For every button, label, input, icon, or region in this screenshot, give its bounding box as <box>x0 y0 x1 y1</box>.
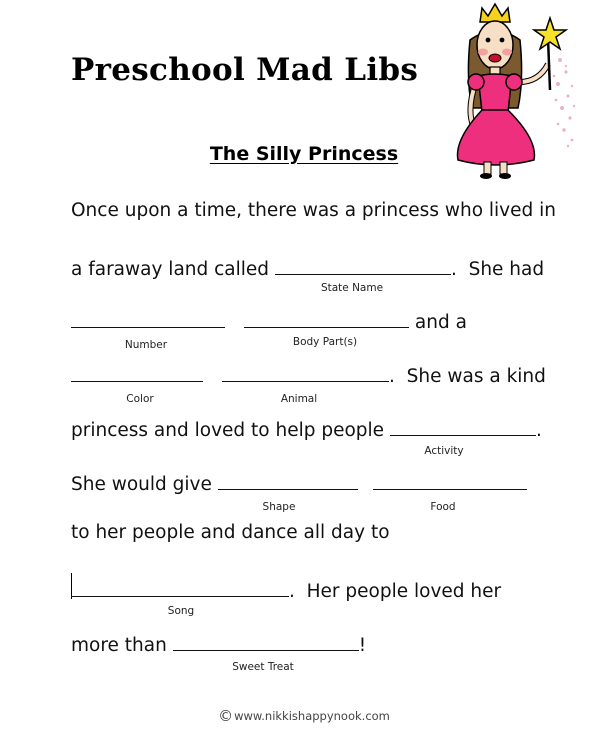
blank-number[interactable] <box>71 307 225 328</box>
blank-shape[interactable] <box>218 469 358 490</box>
caption-body-part: Body Part(s) <box>292 336 358 348</box>
blank-song[interactable] <box>71 576 289 597</box>
story-title: The Silly Princess <box>209 143 399 165</box>
blank-animal[interactable] <box>222 361 389 382</box>
story-line-5: princess and loved to help people . <box>71 415 542 441</box>
copyright-symbol: © <box>218 707 234 725</box>
blank-sweet-treat[interactable] <box>173 630 359 651</box>
story-line-8: . Her people loved her <box>71 576 501 602</box>
caption-number: Number <box>124 339 168 351</box>
worksheet-title: Preschool Mad Libs <box>71 52 419 88</box>
caption-animal: Animal <box>280 393 318 405</box>
story-line-1: Once upon a time, there was a princess who lived in <box>71 200 556 221</box>
story-line-6: She would give <box>71 469 527 495</box>
blank-state-name[interactable] <box>275 254 451 275</box>
caption-state-name: State Name <box>320 282 384 294</box>
blank-activity[interactable] <box>390 415 536 436</box>
story-line-7: to her people and dance all day to <box>71 522 390 543</box>
blank-color[interactable] <box>71 361 203 382</box>
footer-credit <box>0 707 608 725</box>
footer-site-link[interactable]: www.nikkishappynook.com <box>234 709 390 723</box>
story-line-2: a faraway land called . She had <box>71 254 544 280</box>
blank-food[interactable] <box>373 469 527 490</box>
caption-food: Food <box>430 501 456 513</box>
caption-shape: Shape <box>262 501 296 513</box>
caption-song: Song <box>167 605 195 617</box>
caption-color: Color <box>126 393 154 405</box>
caption-activity: Activity <box>424 445 464 457</box>
blank-body-part[interactable] <box>244 307 409 328</box>
story-line-3: and a <box>71 307 467 333</box>
story-line-9: more than ! <box>71 630 366 656</box>
story-line-4: . She was a kind <box>71 361 546 387</box>
caption-sweet-treat: Sweet Treat <box>232 661 294 673</box>
